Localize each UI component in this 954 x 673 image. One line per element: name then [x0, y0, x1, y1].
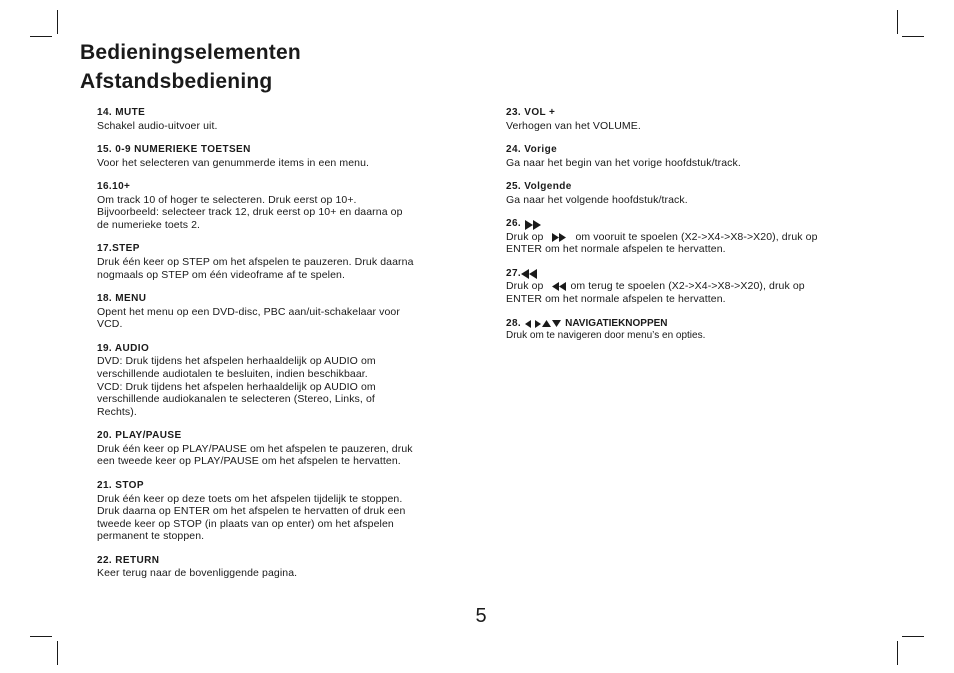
entry-body: Voor het selecteren van genummerde items in een menu. — [97, 156, 370, 169]
entry-number: 27. — [506, 267, 522, 279]
entry-number: 26. — [506, 218, 522, 230]
entry-audio — [97, 343, 462, 418]
entry-volgende — [506, 181, 866, 206]
entry-numeric-keys — [97, 144, 462, 169]
body-text: Druk op — [506, 280, 544, 293]
entry-body: Om track 10 of hoger te selecteren. Druk eerst op 10+. Bijvoorbeeld: selecteer track 12, druk eerst op 10+ en daarna op de numerieke toets 2. — [97, 193, 403, 231]
crop-mark — [902, 36, 924, 37]
entry-body: Druk één keer op PLAY/PAUSE om het afspelen te pauzeren, druk een tweede keer op PLAY/PAUSE om het afspelen te hervatten. — [97, 442, 413, 468]
rewind-icon — [552, 282, 566, 291]
title-line-1: Bedieningselementen — [80, 41, 301, 64]
right-column — [506, 107, 866, 354]
rewind-icon — [521, 269, 537, 279]
entry-mute — [97, 107, 462, 132]
crop-mark — [902, 636, 924, 637]
entry-body: DVD: Druk tijdens het afspelen herhaaldelijk op AUDIO om verschillende audiotalen te besluiten, indien beschikbaar. VCD: Druk tijdens het afspelen herhaaldelijk op AUDIO om verschillende audiokanalen te selecteren (Stereo, Links, of Rechts). — [97, 355, 376, 418]
crop-mark — [30, 36, 52, 37]
crop-mark — [30, 636, 52, 637]
entry-body: Verhogen van het VOLUME. — [506, 119, 641, 132]
entry-heading — [506, 218, 866, 231]
entry-body: Schakel audio-uitvoer uit. — [97, 119, 218, 132]
entry-rewind — [506, 268, 866, 306]
entry-stop — [97, 480, 462, 543]
entry-heading: 22. RETURN — [97, 554, 160, 566]
entry-heading: 23. VOL + — [506, 107, 556, 118]
crop-mark — [57, 10, 58, 34]
fast-forward-icon — [525, 220, 541, 230]
entry-heading — [506, 268, 866, 281]
entry-body-line: ENTER om het normale afspelen te hervatten. — [506, 293, 726, 306]
body-text: om vooruit te spoelen (X2->X4->X8->X20), druk op — [575, 230, 818, 243]
entry-body: Druk om te navigeren door menu’s en opties. — [506, 330, 706, 342]
entry-body-line: ENTER om het normale afspelen te hervatten. — [506, 243, 726, 256]
entry-play-pause — [97, 430, 462, 468]
entry-number: 28. — [506, 317, 522, 329]
arrow-left-icon — [525, 320, 531, 328]
entry-body: Keer terug naar de bovenliggende pagina. — [97, 567, 298, 580]
entry-heading: 18. MENU — [97, 293, 147, 305]
entry-heading: 24. Vorige — [506, 144, 558, 156]
page-title — [80, 38, 301, 96]
entry-vol-plus — [506, 107, 866, 132]
entry-navigation-keys — [506, 318, 866, 343]
arrow-right-icon — [535, 320, 541, 328]
entry-10-plus — [97, 181, 462, 231]
crop-mark — [57, 641, 58, 665]
page-number: 5 — [475, 605, 487, 627]
entry-fast-forward — [506, 218, 866, 256]
body-text: om terug te spoelen (X2->X4->X8->X20), druk op — [570, 280, 805, 293]
fast-forward-icon — [552, 233, 566, 242]
arrow-down-icon — [552, 320, 561, 327]
entry-heading: 16.10+ — [97, 181, 131, 193]
entry-body-line — [506, 280, 866, 293]
entry-heading — [506, 318, 866, 331]
entry-heading: 21. STOP — [97, 480, 144, 491]
entry-body: Druk één keer op deze toets om het afspelen tijdelijk te stoppen. Druk daarna op ENTER om het afspelen te hervatten of druk een tweede keer op STOP (in plaats van op enter) om het afspelen permanent te stoppen. — [97, 492, 406, 543]
title-line-2: Afstandsbediening — [80, 70, 273, 93]
entry-body: Opent het menu op een DVD-disc, PBC aan/uit-schakelaar voor VCD. — [97, 305, 400, 331]
entry-heading: 20. PLAY/PAUSE — [97, 430, 182, 442]
body-text: Druk op — [506, 230, 544, 243]
entry-label: NAVIGATIEKNOPPEN — [565, 317, 668, 329]
entry-body-line — [506, 231, 866, 244]
entry-heading: 19. AUDIO — [97, 342, 150, 354]
entry-return — [97, 555, 462, 580]
left-column — [97, 107, 462, 592]
crop-mark — [897, 10, 898, 34]
entry-body: Druk één keer op STEP om het afspelen te pauzeren. Druk daarna nogmaals op STEP om één videoframe af te spelen. — [97, 255, 414, 281]
entry-body: Ga naar het begin van het vorige hoofdstuk/track. — [506, 156, 741, 169]
entry-menu — [97, 293, 462, 331]
entry-body: Ga naar het volgende hoofdstuk/track. — [506, 193, 688, 206]
entry-heading: 15. 0-9 NUMERIEKE TOETSEN — [97, 144, 251, 156]
entry-step — [97, 243, 462, 281]
entry-heading: 14. MUTE — [97, 107, 146, 118]
crop-mark — [897, 641, 898, 665]
entry-heading: 17.STEP — [97, 243, 140, 255]
entry-vorige — [506, 144, 866, 169]
arrow-up-icon — [542, 320, 551, 327]
entry-heading: 25. Volgende — [506, 181, 572, 193]
